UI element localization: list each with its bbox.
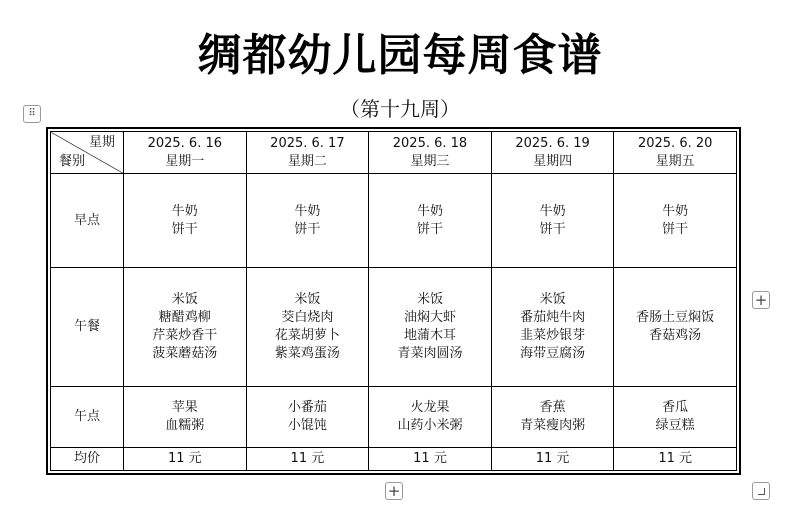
menu-item: 芹菜炒香干 [152,328,218,344]
corner-meal-label: 餐别 [59,154,86,170]
menu-item: 小番茄 [287,400,327,416]
menu-item: 牛奶 [416,203,443,219]
day-header-cell[interactable] [124,132,247,174]
menu-item: 饼干 [294,221,321,237]
menu-item: 米饭 [539,292,566,308]
menu-cell[interactable] [246,268,369,387]
menu-item: 香菇鸡汤 [649,328,702,344]
menu-cell[interactable] [246,387,369,448]
menu-cell[interactable] [124,387,247,448]
week-subtitle: （第十九周） [340,97,460,121]
menu-item: 香瓜 [662,400,689,416]
menu-item: 牛奶 [294,203,321,219]
corner-weekday-label: 星期 [88,135,115,150]
menu-item: 油焖大虾 [403,310,456,326]
resize-corner-icon[interactable] [752,482,770,500]
menu-item: 火龙果 [410,400,450,416]
add-column-plus-icon[interactable]: + [752,291,770,309]
menu-cell[interactable] [246,174,369,268]
menu-item: 花菜胡萝卜 [274,328,340,344]
menu-item: 香蕉 [539,400,566,416]
meal-label-cell[interactable]: 午餐 [51,268,124,387]
price-cell[interactable]: 11 元 [491,447,614,470]
menu-item: 菠菜蘑菇汤 [152,346,218,362]
move-handle-icon[interactable]: ⠿ [23,105,41,123]
weekly-menu-table [50,131,737,471]
menu-item: 饼干 [416,221,443,237]
weekday-label: 星期五 [655,153,695,169]
menu-item: 茭白烧肉 [281,310,334,326]
price-cell[interactable]: 11 元 [369,447,492,470]
date-label: 2025. 6. 18 [392,135,468,151]
weekday-label: 星期二 [287,153,327,169]
weekday-label: 星期四 [533,153,573,169]
menu-item: 米饭 [416,292,443,308]
price-cell[interactable]: 11 元 [246,447,369,470]
menu-cell[interactable] [124,174,247,268]
lunch-row [51,268,737,387]
menu-cell[interactable] [614,174,737,268]
weekday-label: 星期三 [410,153,450,169]
day-header-cell[interactable] [369,132,492,174]
menu-item: 米饭 [171,292,198,308]
menu-cell[interactable] [124,268,247,387]
meal-label-cell[interactable]: 早点 [51,174,124,268]
menu-cell[interactable] [491,268,614,387]
add-row-plus-icon[interactable]: + [385,482,403,500]
date-label: 2025. 6. 16 [147,135,223,151]
menu-item: 番茄炖牛肉 [520,310,586,326]
menu-cell[interactable] [614,268,737,387]
menu-item: 青菜瘦肉粥 [520,418,586,434]
menu-item: 山药小米粥 [397,418,463,434]
weekday-label: 星期一 [165,153,205,169]
menu-cell[interactable] [491,387,614,448]
menu-item: 饼干 [539,221,566,237]
menu-item: 饼干 [171,221,198,237]
breakfast-row [51,174,737,268]
menu-table-frame [46,127,741,475]
corner-header-cell [51,132,124,174]
price-label-cell[interactable]: 均价 [51,447,124,470]
menu-item: 饼干 [662,221,689,237]
page-title: 绸都幼儿园每周食谱 [197,30,603,81]
price-cell[interactable]: 11 元 [614,447,737,470]
menu-item: 绿豆糕 [655,418,695,434]
meal-label-cell[interactable]: 午点 [51,387,124,448]
date-label: 2025. 6. 19 [515,135,590,151]
menu-item: 苹果 [171,400,198,416]
menu-item: 青菜肉圆汤 [397,346,463,362]
date-label: 2025. 6. 17 [270,135,345,151]
menu-cell[interactable] [369,174,492,268]
day-header-cell[interactable] [614,132,737,174]
menu-cell[interactable] [369,268,492,387]
day-header-cell[interactable] [491,132,614,174]
menu-item: 海带豆腐汤 [520,346,586,362]
menu-cell[interactable] [491,174,614,268]
menu-item: 牛奶 [539,203,566,219]
menu-item: 小馄饨 [287,418,327,434]
header-row [51,132,737,174]
menu-item: 血糯粥 [165,418,205,434]
menu-item: 韭菜炒银芽 [520,328,586,344]
menu-cell[interactable] [614,387,737,448]
date-label: 2025. 6. 20 [637,135,713,151]
menu-item: 糖醋鸡柳 [158,310,211,326]
menu-item: 香肠土豆焖饭 [636,310,715,326]
price-row [51,447,737,470]
menu-cell[interactable] [369,387,492,448]
menu-item: 地蒲木耳 [403,328,456,344]
afternoon-snack-row [51,387,737,448]
price-cell[interactable]: 11 元 [124,447,247,470]
day-header-cell[interactable] [246,132,369,174]
menu-item: 牛奶 [662,203,689,219]
menu-item: 牛奶 [171,203,198,219]
menu-item: 紫菜鸡蛋汤 [274,346,340,362]
menu-item: 米饭 [294,292,321,308]
